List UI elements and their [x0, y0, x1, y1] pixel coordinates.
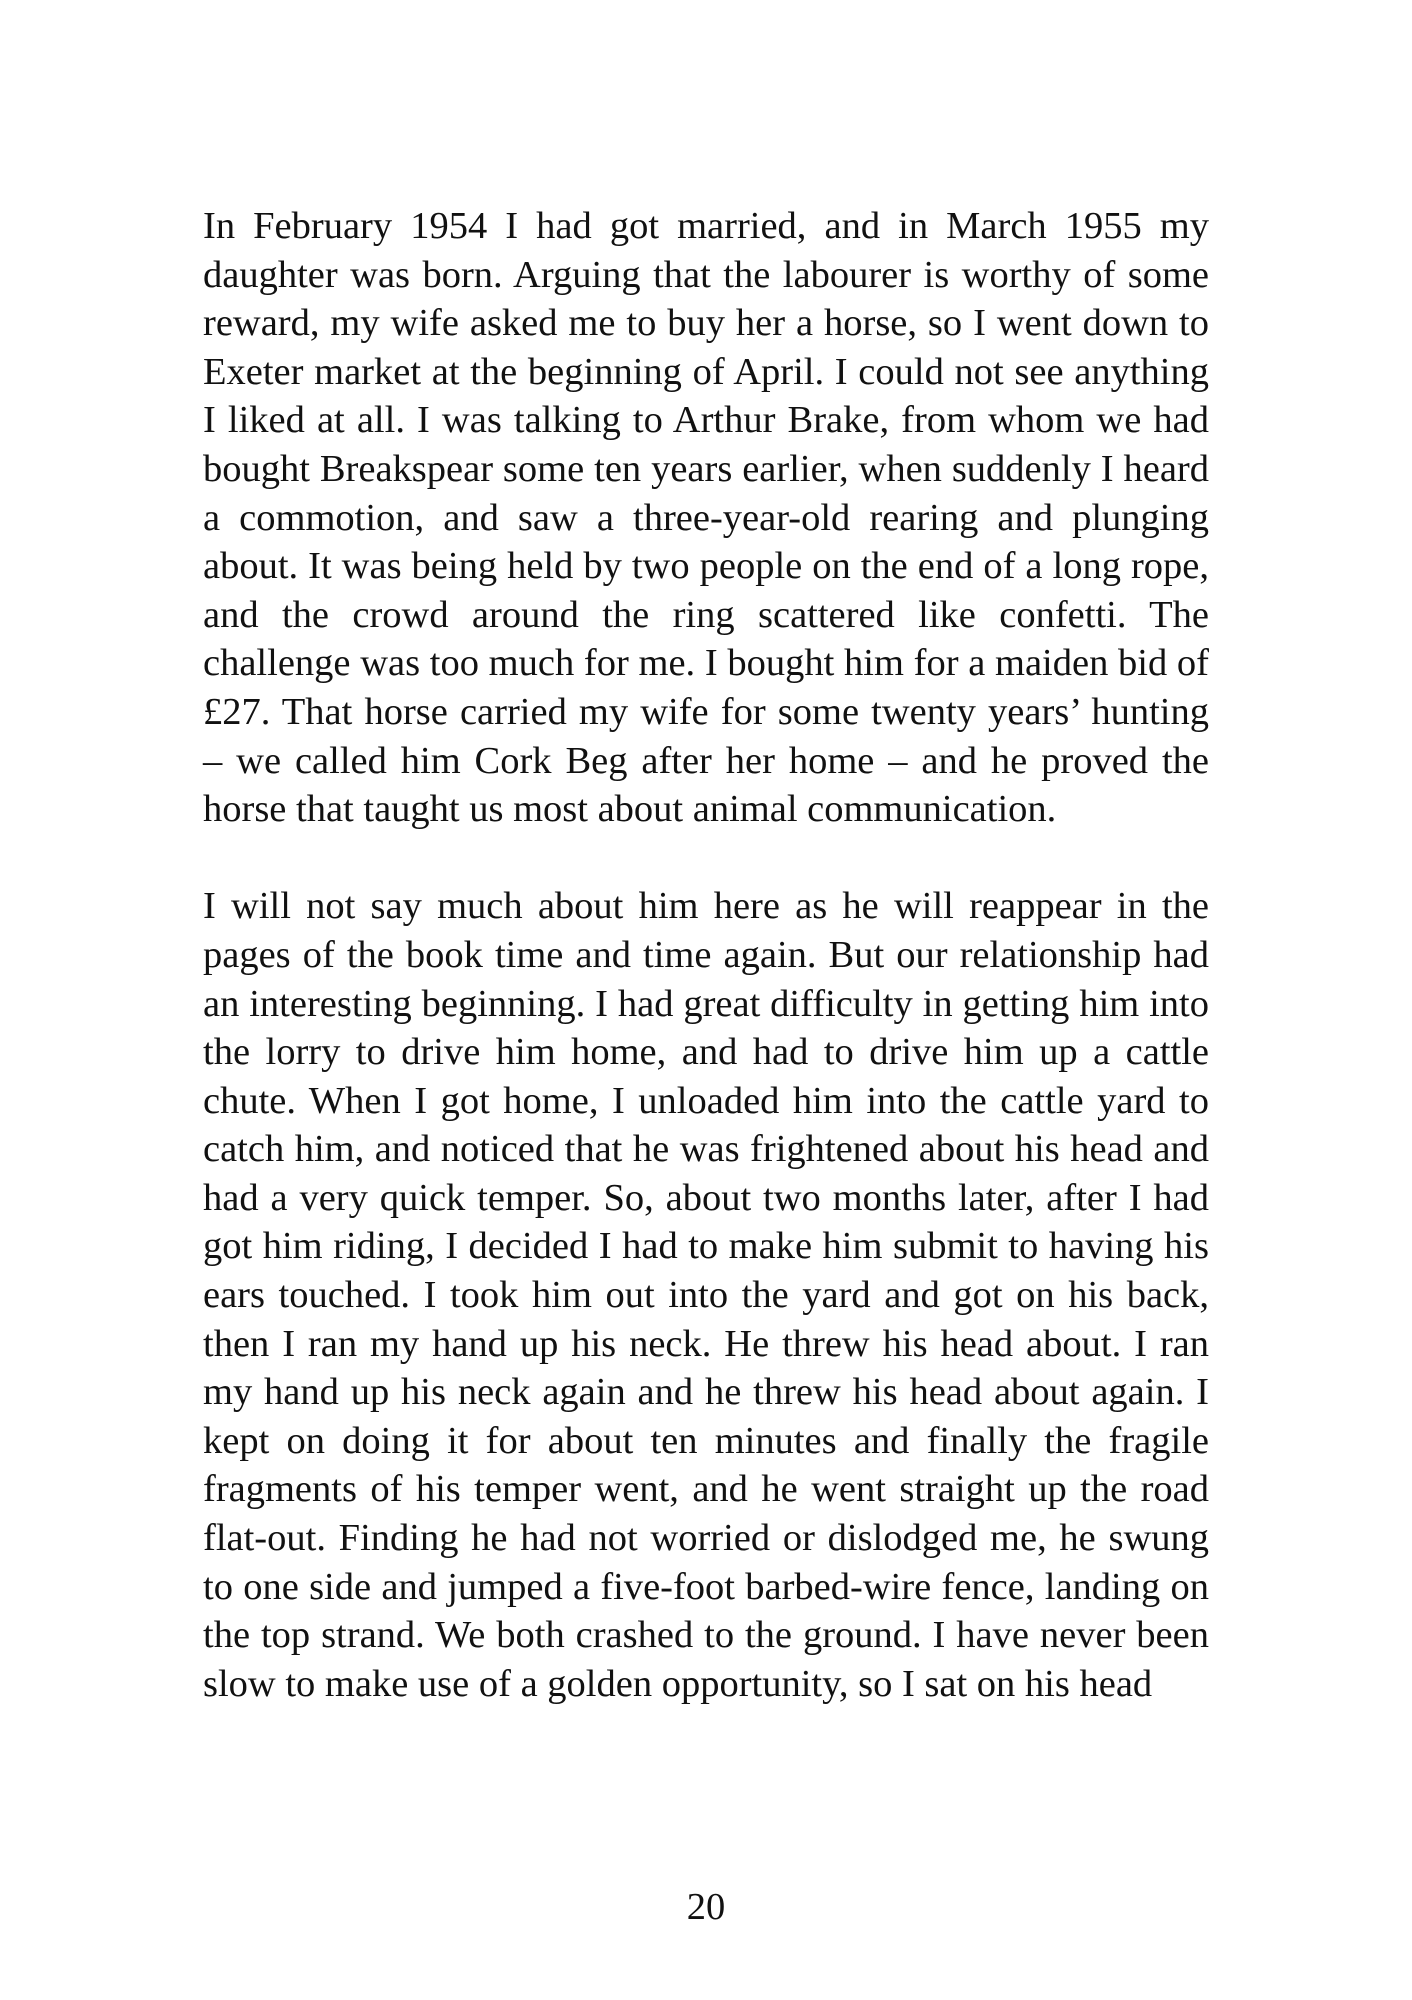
paragraph-1: In February 1954 I had got married, and in March 1955 my daughter was born. Arguing that the labourer is worthy of some reward, my wife asked me to buy her a horse, so I went down to Exeter market at the beginning of April. I could not see anything I liked at all. I was talking to Arthur Brake, from whom we had bought Breakspear some ten years earlier, when suddenly I heard a commotion, and saw a three-year-old rearing and plunging about. It was being held by two people on the end of a long rope, and the crowd around the ring scattered like confetti. The challenge was too much for me. I bought him for a maiden bid of £27. That horse carried my wife for some twenty years’ hunting – we called him Cork Beg after her home – and he proved the horse that taught us most about animal communication. — [203, 205, 1209, 831]
paragraph-2: I will not say much about him here as he will reappear in the pages of the book time and time again. But our relationship had an interesting beginning. I had great difficulty in getting him into the lorry to drive him home, and had to drive him up a cattle chute. When I got home, I unloaded him into the cattle yard to catch him, and noticed that he was frightened about his head and had a very quick temper. So, about two months later, after I had got him riding, I decided I had to make him submit to having his ears touched. I took him out into the yard and got on his back, then I ran my hand up his neck. He threw his head about. I ran my hand up his neck again and he threw his head about again. I kept on doing it for about ten minutes and finally the fragile fragments of his temper went, and he went straight up the road flat-out. Finding he had not worried or dislodged me, he swung to one side and jumped a five-foot barbed-wire fence, landing on the top strand. We both crashed to the ground. I have never been slow to make use of a golden opportunity, so I sat on his head — [203, 885, 1209, 1705]
page-number: 20 — [686, 1886, 726, 1928]
body-text — [203, 202, 1209, 1708]
